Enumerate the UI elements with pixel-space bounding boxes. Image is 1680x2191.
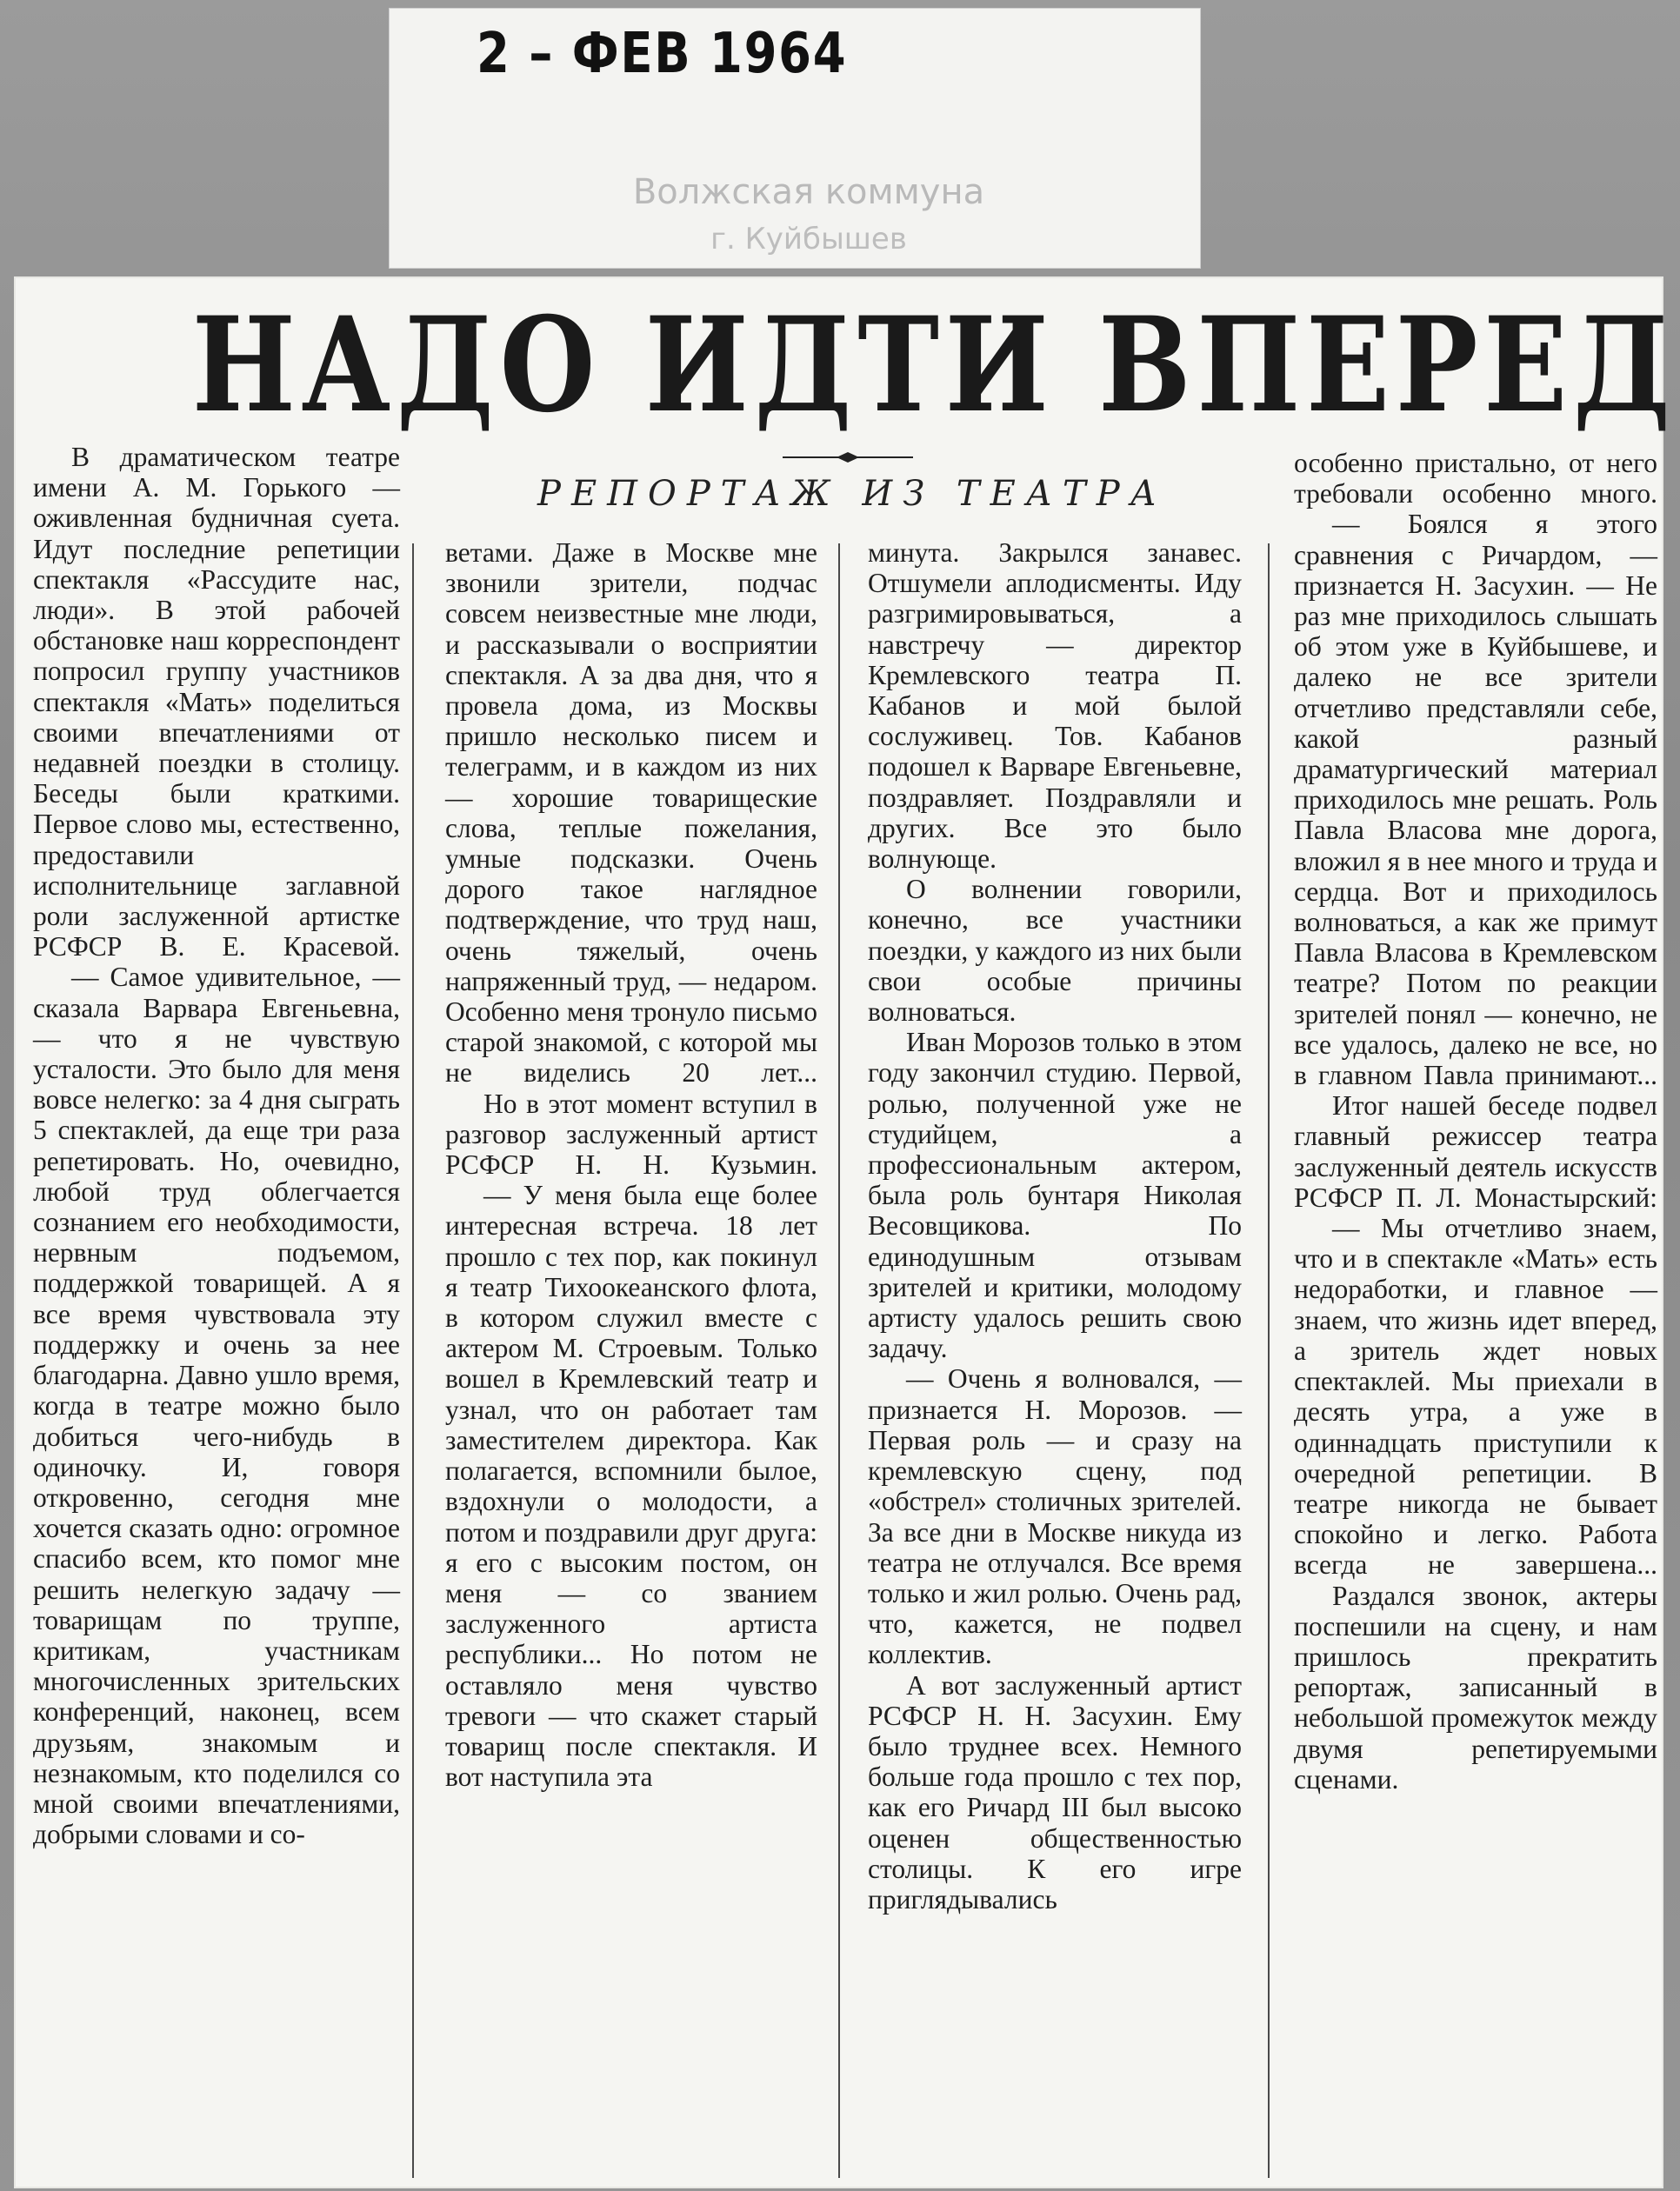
paragraph: минута. Закрылся занавес. Отшумели аплодисменты. Иду разгримировываться, а навстречу — директор Кремлевского театра П. Кабанов и мой былой сослуживец. Тов. Кабанов подошел к Варваре Евгеньевне, поздравляет. Поздравляли и других. Все это было волнующе. (868, 537, 1242, 875)
stamp-date: 2 – ФЕВ 1964 (477, 22, 848, 86)
paragraph: Итог нашей беседе подвел главный режиссер театра заслуженный деятель искусств РСФСР П. Л. Монастырский: (1294, 1090, 1657, 1213)
paragraph: — У меня была еще более интересная встреча. 18 лет прошло с тех пор, как покинул я театр Тихоокеанского флота, в котором служил вместе с актером М. Строевым. Только вошел в Кремлевский театр и узнал, что он работает там заместителем директора. Как полагается, вспомнили былое, вздохнули о молодости, а потом и поздравили друг друга: я его с высоким постом, он меня — со званием заслуженного артиста республики... Но потом не оставляло меня чувство тревоги — что скажет старый товарищ после спектакля. И вот наступила эта (445, 1180, 817, 1793)
article-subheadline: РЕПОРТАЖ ИЗ ТЕАТРА (537, 474, 1167, 514)
article-column-4 (1294, 448, 1657, 1795)
paragraph: особенно пристально, от него требовали особенно много. (1294, 448, 1657, 509)
column-rule (838, 543, 840, 2178)
ornament-divider (783, 452, 913, 463)
article-column-1 (33, 442, 400, 1849)
paragraph: Но в этот момент вступил в разговор заслуженный артист РСФСР Н. Н. Кузьмин. (445, 1088, 817, 1181)
paragraph: В драматическом театре имени А. М. Горького — оживленная будничная суета. Идут последние репетиции спектакля «Рассудите нас, люди». В этой рабочей обстановке наш корреспондент попросил группу участников спектакля «Мать» поделиться своими впечатлениями от недавней поездки в столицу. Беседы были краткими. Первое слово мы, естественно, предоставили исполнительнице заглавной роли заслуженной артистке РСФСР В. Е. Красевой. (33, 442, 400, 962)
paragraph: О волнении говорили, конечно, все участники поездки, у каждого из них были свои особые причины волноваться. (868, 874, 1242, 1028)
paragraph: А вот заслуженный артист РСФСР Н. Н. Засухин. Ему было труднее всех. Немного больше года прошло с тех пор, как его Ричард III был высоко оценен общественностью столицы. К его игре приглядывались (868, 1669, 1242, 1915)
paragraph: Иван Морозов только в этом году закончил студию. Первой, ролью, полученной уже не студийцем, а профессиональным актером, была роль бунтаря Николая Весовщикова. По единодушным отзывам зрителей и критики, молодому артисту удалось решить свою задачу. (868, 1027, 1242, 1364)
stamp-city: г. Куйбышев (710, 222, 907, 256)
column-rule (412, 543, 414, 2178)
stamp-newspaper-name: Волжская коммуна (632, 172, 985, 212)
article-column-3 (868, 537, 1242, 1915)
paragraph: — Боялся я этого сравнения с Ричардом, — признается Н. Засухин. — Не раз мне приходилось слышать об этом уже в Куйбышеве, и далеко не все зрители отчетливо представляли себе, какой разный драматургический материал приходилось мне решать. Роль Павла Власова мне дорога, вложил я в нее много и труда и сердца. Вот и приходилось волноваться, а как же примут Павла Власова в Кремлевском театре? Потом по реакции зрителей понял — конечно, не все удалось, далеко не все, но в главном Павла принимают... (1294, 509, 1657, 1091)
article-headline: НАДО ИДТИ ВПЕРЕД (191, 289, 1677, 442)
paragraph: — Самое удивительное, — сказала Варвара Евгеньевна, — что я не чувствую усталости. Это было для меня вовсе нелегко: за 4 дня сыграть 5 спектаклей, да еще три раза репетировать. Но, очевидно, любой труд облегчается сознанием его необходимости, нервным подъемом, поддержкой товарищей. А я все время чувствовала эту поддержку и очень за нее благодарна. Давно ушло время, когда в театре можно было добиться чего-нибудь в одиночку. И, говоря откровенно, сегодня мне хочется сказать одно: огромное спасибо всем, кто помог мне решить нелегкую задачу — товарищам по труппе, критикам, участникам многочисленных зрительских конференций, наконец, всем друзьям, знакомым и незнакомым, кто поделился со мной своими впечатлениями, добрыми словами и со- (33, 962, 400, 1850)
paragraph: — Очень я волновался, — признается Н. Морозов. — Первая роль — и сразу на кремлевскую сцену, под «обстрел» столичных зрителей. За все дни в Москве никуда из театра не отлучался. Все время только и жил ролью. Очень рад, что, кажется, не подвел коллектив. (868, 1363, 1242, 1670)
paragraph: Раздался звонок, актеры поспешили на сцену, и нам пришлось прекратить репортаж, записанный в небольшой промежуток между двумя репетируемыми сценами. (1294, 1580, 1657, 1795)
article-column-2 (445, 537, 817, 1792)
column-rule (1268, 543, 1270, 2178)
paragraph: — Мы отчетливо знаем, что и в спектакле «Мать» есть недоработки, и главное — знаем, что жизнь идет вперед, а зритель ждет новых спектаклей. Мы приехали в десять утра, а уже в одиннадцать приступили к очередной репетиции. В театре никогда не бывает спокойно и легко. Работа всегда не завершена... (1294, 1213, 1657, 1581)
paragraph: ветами. Даже в Москве мне звонили зрители, подчас совсем неизвестные мне люди, и рассказывали о восприятии спектакля. А за два дня, что я провела дома, из Москвы пришло несколько писем и телеграмм, и в каждом из них — хорошие товарищеские слова, теплые пожелания, умные подсказки. Очень дорого такое наглядное подтверждение, что труд наш, очень тяжелый, очень напряженный труд, — недаром. Особенно меня тронуло письмо старой знакомой, с которой мы не виделись 20 лет... (445, 537, 817, 1089)
